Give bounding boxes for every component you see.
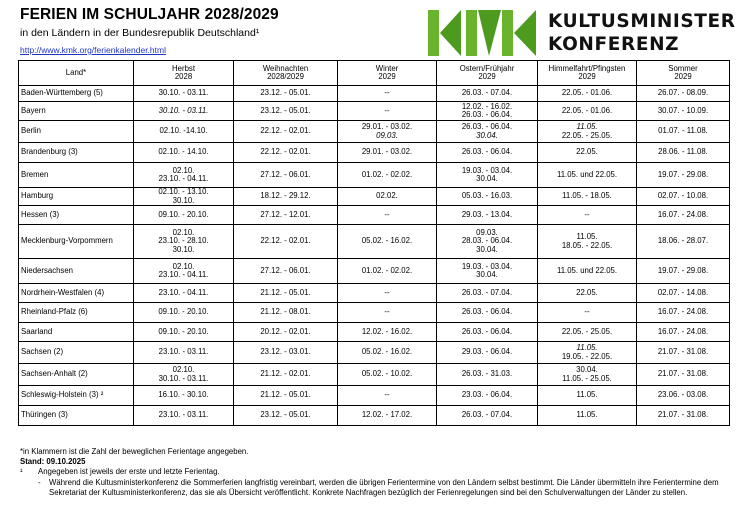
date-cell	[437, 86, 538, 102]
date-cell	[338, 284, 437, 303]
date-cell	[437, 225, 538, 259]
date-cell	[437, 163, 538, 188]
logo-line-1: KULTUSMINISTER	[548, 11, 736, 32]
date-cell	[538, 102, 637, 121]
column-header	[437, 61, 538, 86]
date-line: 30.10. - 03.11.	[158, 88, 209, 98]
date-cell	[637, 303, 730, 323]
date-line: 30.07. - 10.09.	[657, 105, 709, 115]
date-line: 02.10. -14.10.	[159, 126, 208, 136]
date-line: 26.03. - 06.04.	[461, 110, 513, 119]
date-cell	[338, 206, 437, 225]
date-cell	[637, 386, 730, 406]
date-line: 21.12. - 08.01.	[260, 307, 311, 317]
date-line: 26.03. - 06.04.	[461, 326, 513, 336]
date-cell	[338, 143, 437, 163]
land-cell: Thüringen (3)	[19, 406, 134, 426]
date-cell	[234, 143, 338, 163]
date-line: 02.07. - 10.08.	[657, 191, 709, 201]
date-cell	[437, 143, 538, 163]
date-cell	[338, 303, 437, 323]
date-line: 09.10. - 20.10.	[158, 209, 209, 219]
date-cell	[134, 386, 234, 406]
date-line: 23.10. - 28.10.	[158, 236, 209, 246]
date-line: 30.04.	[476, 130, 498, 140]
footnote-1-sub-text: Während die Kultusministerkonferenz die Sommerferien langfristig vereinbart, werden die übrigen Ferientermine von den Ländern selbst bestimmt. Die Länder übermitteln ihre Ferientermine dem Sekretariat der Kultusministerkonferenz, das sie als Übersicht veröffentlicht. Konkrete Nachfragen bezüglich der Ferienregelungen sind bei den Schulverwaltungen der Länder zu stellen.	[49, 477, 719, 497]
column-header-line: 2029	[578, 72, 596, 81]
date-cell	[134, 364, 234, 386]
date-line: 19.03. - 03.04.	[461, 261, 513, 271]
date-cell	[437, 386, 538, 406]
date-line: 29.01. - 03.02.	[361, 122, 413, 132]
date-cell	[134, 163, 234, 188]
date-cell	[338, 121, 437, 143]
land-cell: Berlin	[19, 121, 134, 143]
footnote-1-sub	[20, 478, 735, 498]
date-cell	[637, 284, 730, 303]
date-line: 05.02. - 16.02.	[361, 236, 413, 246]
date-line: 30.04.	[476, 270, 498, 279]
date-cell	[637, 323, 730, 342]
column-header-line: 2029	[674, 72, 692, 81]
date-cell	[538, 163, 637, 188]
date-line: 30.10.	[172, 195, 195, 205]
date-cell	[338, 406, 437, 426]
table-row	[19, 406, 730, 426]
kmk-logo-text	[548, 10, 736, 56]
land-cell: Brandenburg (3)	[19, 143, 134, 163]
date-cell	[134, 284, 234, 303]
date-cell	[234, 121, 338, 143]
date-line: 11.05. und 22.05.	[556, 265, 618, 275]
table-header-row	[19, 61, 730, 86]
table-row	[19, 364, 730, 386]
date-line: 26.03. - 07.04.	[461, 287, 513, 297]
date-line: --	[384, 209, 390, 219]
date-cell	[437, 303, 538, 323]
date-cell	[538, 406, 637, 426]
date-line: 27.12. - 06.01.	[260, 265, 311, 275]
date-cell	[437, 188, 538, 206]
date-line: 02.07. - 14.08.	[657, 287, 709, 297]
date-line: 26.03. - 06.04.	[461, 307, 513, 317]
date-line: --	[384, 390, 390, 400]
date-cell	[437, 284, 538, 303]
date-cell	[538, 143, 637, 163]
date-cell	[134, 86, 234, 102]
date-cell	[637, 342, 730, 364]
date-line: 23.10. - 04.11.	[158, 174, 209, 183]
date-line: 28.06. - 11.08.	[658, 147, 708, 157]
date-line: 02.10.	[172, 365, 195, 375]
date-line: 09.10. - 20.10.	[158, 307, 209, 317]
date-cell	[134, 143, 234, 163]
date-line: 01.07. - 11.08.	[658, 126, 708, 136]
date-line: 11.05. - 18.05.	[562, 191, 612, 201]
date-line: 11.05.	[576, 343, 598, 353]
land-cell: Sachsen-Anhalt (2)	[19, 364, 134, 386]
date-line: 30.10. - 03.11.	[158, 373, 209, 383]
date-line: 02.10. - 13.10.	[158, 187, 209, 197]
date-cell	[437, 406, 538, 426]
date-cell	[234, 225, 338, 259]
date-line: 26.03. - 06.04.	[461, 147, 513, 157]
column-header	[637, 61, 730, 86]
table-row	[19, 86, 730, 102]
date-cell	[637, 364, 730, 386]
date-line: 19.07. - 29.08.	[657, 169, 709, 179]
date-cell	[538, 303, 637, 323]
date-cell	[538, 206, 637, 225]
date-line: 02.10.	[172, 165, 195, 175]
column-header-line: Weihnachten	[262, 63, 309, 73]
date-line: 01.02. - 02.02.	[361, 169, 413, 179]
date-cell	[338, 364, 437, 386]
date-line: 01.02. - 02.02.	[361, 265, 413, 275]
date-cell	[338, 225, 437, 259]
land-cell: Niedersachsen	[19, 259, 134, 284]
column-header	[134, 61, 234, 86]
land-cell: Saarland	[19, 323, 134, 342]
date-line: --	[584, 209, 590, 219]
date-line: 29.03. - 06.04.	[461, 347, 513, 357]
date-cell	[538, 284, 637, 303]
date-cell	[437, 206, 538, 225]
date-line: 23.12. - 05.01.	[260, 410, 311, 420]
date-line: --	[384, 88, 390, 98]
date-cell	[234, 163, 338, 188]
date-line: 23.06. - 03.08.	[657, 390, 709, 400]
date-line: 18.05. - 22.05.	[561, 240, 613, 250]
stand-date: Stand: 09.10.2025	[20, 457, 86, 467]
column-header-line: Winter	[375, 63, 399, 73]
date-cell	[538, 386, 637, 406]
date-line: 30.10.	[172, 244, 195, 254]
table-row	[19, 121, 730, 143]
date-line: 22.05.	[576, 147, 598, 157]
footnote-1-mark: ¹	[20, 467, 23, 477]
date-line: --	[584, 307, 590, 317]
date-line: --	[384, 105, 390, 115]
date-cell	[234, 364, 338, 386]
table-row	[19, 163, 730, 188]
date-line: 16.10. - 30.10.	[158, 390, 209, 400]
date-line: 28.03. - 06.04.	[461, 236, 513, 246]
date-cell	[338, 163, 437, 188]
date-line: 18.06. - 28.07.	[657, 236, 709, 246]
date-cell	[234, 386, 338, 406]
date-line: 22.05. - 01.06.	[561, 105, 613, 115]
date-cell	[234, 323, 338, 342]
date-line: 23.10. - 03.11.	[158, 347, 209, 357]
date-line: 23.10. - 03.11.	[158, 410, 209, 420]
table-row	[19, 143, 730, 163]
date-cell	[338, 259, 437, 284]
date-cell	[538, 188, 637, 206]
table-row	[19, 323, 730, 342]
land-cell: Schleswig-Holstein (3) ²	[19, 386, 134, 406]
land-cell: Mecklenburg-Vorpommern	[19, 225, 134, 259]
date-line: 22.05. - 25.05.	[561, 130, 613, 140]
date-line: 26.03. - 07.04.	[461, 88, 513, 98]
date-line: 02.10.	[172, 261, 195, 271]
column-header-line: Sommer	[668, 63, 698, 73]
date-cell	[538, 121, 637, 143]
column-header-line: Land*	[65, 67, 87, 77]
date-line: 05.02. - 16.02.	[361, 347, 413, 357]
date-line: 11.05.	[576, 390, 598, 400]
date-cell	[637, 225, 730, 259]
date-cell	[338, 86, 437, 102]
date-line: 19.05. - 22.05.	[561, 351, 613, 361]
column-header-line: 2028/2029	[267, 72, 304, 81]
date-cell	[538, 86, 637, 102]
date-cell	[538, 364, 637, 386]
land-cell: Baden-Württemberg (5)	[19, 86, 134, 102]
date-line: 29.03. - 13.04.	[461, 209, 513, 219]
date-line: 16.07. - 24.08.	[657, 326, 709, 336]
date-cell	[134, 206, 234, 225]
date-line: 11.05. - 25.05.	[562, 373, 612, 383]
date-cell	[134, 342, 234, 364]
date-cell	[637, 188, 730, 206]
table-body	[19, 86, 730, 426]
date-line: 23.12. - 03.01.	[260, 347, 311, 357]
date-cell	[234, 406, 338, 426]
date-cell	[338, 386, 437, 406]
date-line: 26.03. - 07.04.	[461, 410, 513, 420]
date-line: 26.03. - 06.04.	[461, 122, 513, 132]
date-line: 22.05. - 01.06.	[561, 88, 613, 98]
date-cell	[234, 86, 338, 102]
date-line: 05.03. - 16.03.	[461, 191, 513, 201]
date-line: 23.10. - 04.11.	[158, 287, 209, 297]
date-cell	[637, 102, 730, 121]
footnote-dash: -	[38, 477, 41, 487]
land-cell: Nordrhein-Westfalen (4)	[19, 284, 134, 303]
date-line: 11.05.	[576, 232, 598, 242]
date-line: 30.04.	[476, 174, 498, 183]
date-line: 18.12. - 29.12.	[260, 191, 311, 201]
date-cell	[538, 323, 637, 342]
date-cell	[134, 188, 234, 206]
date-line: 09.03.	[376, 130, 398, 140]
column-header	[538, 61, 637, 86]
date-line: 23.12. - 05.01.	[260, 105, 311, 115]
date-line: 16.07. - 24.08.	[657, 307, 709, 317]
date-line: --	[384, 287, 390, 297]
date-line: 21.07. - 31.08.	[657, 369, 709, 379]
date-cell	[234, 206, 338, 225]
date-line: 26.07. - 08.09.	[657, 88, 709, 98]
date-line: 11.05.	[576, 122, 598, 132]
date-line: 09.10. - 20.10.	[158, 326, 209, 336]
kmk-logo	[428, 10, 736, 56]
footnote-1	[20, 467, 735, 477]
date-line: 21.12. - 05.01.	[260, 287, 311, 297]
date-line: 26.03. - 31.03.	[461, 369, 513, 379]
footnote-1-text: Angegeben ist jeweils der erste und letzte Ferientag.	[38, 467, 220, 477]
column-header-line: Himmelfahrt/Pfingsten	[548, 63, 626, 73]
date-line: 02.10.	[172, 228, 195, 238]
date-line: 05.02. - 10.02.	[361, 369, 413, 379]
land-cell: Bremen	[19, 163, 134, 188]
date-line: 30.10. - 03.11.	[158, 105, 209, 115]
date-line: 23.10. - 04.11.	[158, 270, 209, 279]
land-cell: Hamburg	[19, 188, 134, 206]
date-line: 21.12. - 05.01.	[260, 390, 311, 400]
date-cell	[637, 259, 730, 284]
date-cell	[134, 225, 234, 259]
date-line: 29.01. - 03.02.	[361, 147, 413, 157]
date-line: 21.12. - 02.01.	[260, 369, 311, 379]
date-line: 22.05.	[576, 287, 598, 297]
date-cell	[134, 121, 234, 143]
kmk-logo-icon	[428, 10, 540, 56]
date-line: 02.10. - 14.10.	[158, 147, 209, 157]
date-line: 11.05. und 22.05.	[556, 169, 618, 179]
date-cell	[637, 121, 730, 143]
table-row	[19, 303, 730, 323]
date-line: 12.02. - 17.02.	[361, 410, 413, 420]
date-cell	[134, 323, 234, 342]
page-subtitle: in den Ländern in der Bundesrepublik Deutschland¹	[20, 27, 260, 39]
date-cell	[134, 102, 234, 121]
date-line: 23.03. - 06.04.	[461, 390, 513, 400]
date-cell	[234, 188, 338, 206]
date-cell	[637, 206, 730, 225]
date-cell	[234, 284, 338, 303]
date-line: 12.02. - 16.02.	[361, 326, 413, 336]
date-line: 22.12. - 02.01.	[260, 147, 311, 157]
column-header-line: 2028	[174, 72, 193, 81]
date-line: --	[384, 307, 390, 317]
column-header-line: 2029	[478, 72, 496, 81]
date-line: 11.05.	[576, 410, 598, 420]
date-line: 21.07. - 31.08.	[657, 410, 709, 420]
footnotes	[20, 447, 735, 498]
date-cell	[538, 225, 637, 259]
date-line: 21.07. - 31.08.	[657, 347, 709, 357]
date-line: 23.12. - 05.01.	[260, 88, 311, 98]
date-cell	[437, 121, 538, 143]
date-cell	[637, 163, 730, 188]
date-cell	[437, 364, 538, 386]
date-line: 12.02. - 16.02.	[461, 101, 513, 111]
date-line: 02.02.	[376, 191, 398, 201]
date-line: 20.12. - 02.01.	[260, 326, 311, 336]
column-header	[234, 61, 338, 86]
date-line: 09.03.	[476, 228, 498, 238]
date-cell	[637, 143, 730, 163]
date-line: 16.07. - 24.08.	[657, 209, 709, 219]
footnote-brackets: *in Klammern ist die Zahl der beweglichen Ferientage angegeben.	[20, 447, 249, 456]
date-cell	[338, 342, 437, 364]
date-line: 27.12. - 12.01.	[260, 209, 311, 219]
date-cell	[437, 259, 538, 284]
date-line: 19.07. - 29.08.	[657, 265, 709, 275]
logo-line-2: KONFERENZ	[548, 34, 680, 55]
date-cell	[637, 86, 730, 102]
table-row	[19, 206, 730, 225]
date-cell	[234, 303, 338, 323]
date-cell	[338, 188, 437, 206]
date-line: 22.05. - 25.05.	[561, 326, 613, 336]
date-cell	[437, 342, 538, 364]
date-cell	[637, 406, 730, 426]
date-cell	[338, 323, 437, 342]
land-cell: Rheinland-Pfalz (6)	[19, 303, 134, 323]
column-header	[19, 61, 134, 86]
table-row	[19, 188, 730, 206]
date-cell	[234, 259, 338, 284]
table-row	[19, 342, 730, 364]
date-cell	[538, 342, 637, 364]
column-header	[338, 61, 437, 86]
page-title: FERIEN IM SCHULJAHR 2028/2029	[20, 6, 279, 23]
date-cell	[234, 102, 338, 121]
table-row	[19, 284, 730, 303]
date-line: 30.04.	[576, 365, 598, 375]
date-cell	[338, 102, 437, 121]
column-header-line: 2029	[378, 72, 396, 81]
date-line: 22.12. - 02.01.	[260, 126, 311, 136]
table-row	[19, 386, 730, 406]
column-header-line: Herbst	[172, 63, 195, 73]
land-cell: Sachsen (2)	[19, 342, 134, 364]
date-line: 27.12. - 06.01.	[260, 169, 311, 179]
date-cell	[134, 303, 234, 323]
table-row	[19, 102, 730, 121]
table-row	[19, 225, 730, 259]
date-cell	[538, 259, 637, 284]
date-cell	[134, 406, 234, 426]
date-cell	[437, 102, 538, 121]
land-cell: Hessen (3)	[19, 206, 134, 225]
date-line: 22.12. - 02.01.	[260, 236, 311, 246]
date-line: 19.03. - 03.04.	[461, 165, 513, 175]
land-cell: Bayern	[19, 102, 134, 121]
table-row	[19, 259, 730, 284]
column-header-line: Ostern/Frühjahr	[459, 63, 515, 73]
date-cell	[234, 342, 338, 364]
ferien-table	[18, 60, 730, 426]
date-cell	[437, 323, 538, 342]
date-cell	[134, 259, 234, 284]
date-line: 30.04.	[476, 244, 498, 254]
kmk-ferienkalender-link[interactable]: http://www.kmk.org/ferienkalender.html	[20, 45, 166, 55]
